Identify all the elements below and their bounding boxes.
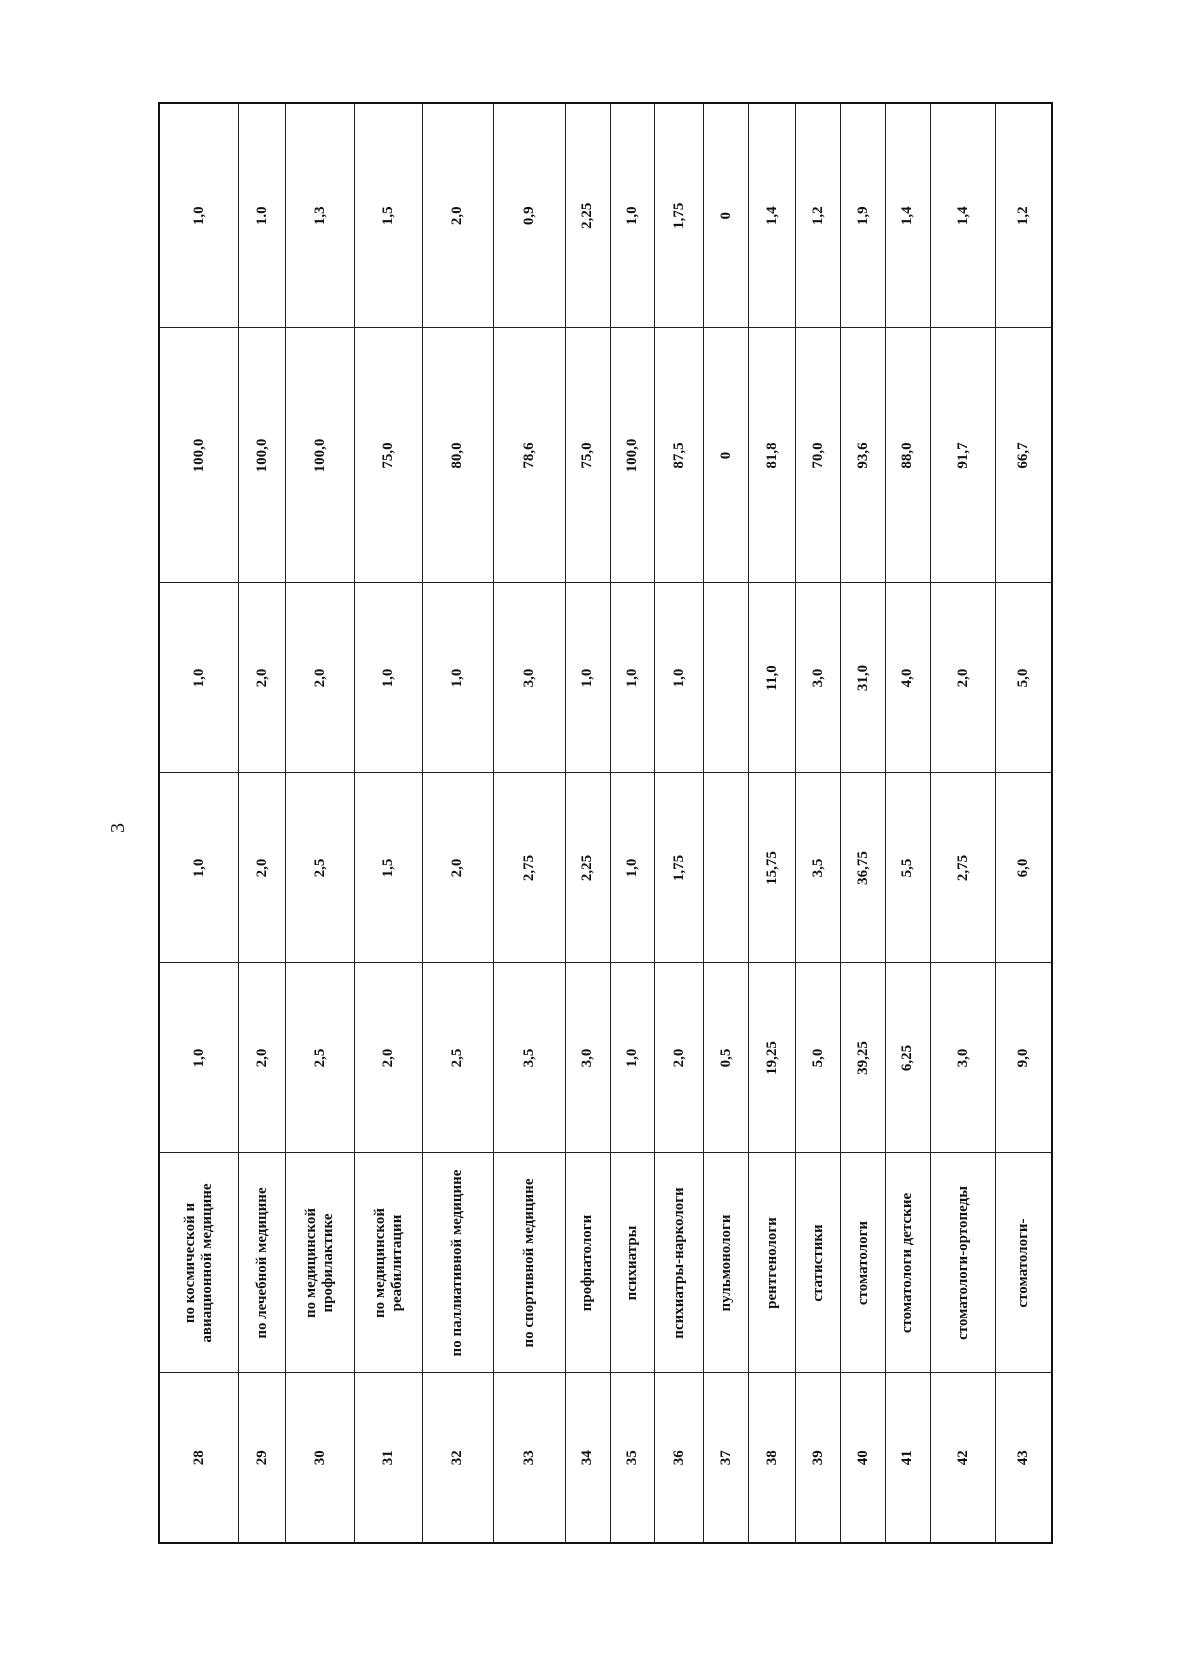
value-a: 1,0 bbox=[610, 963, 655, 1153]
value-a: 2,0 bbox=[355, 963, 422, 1153]
table-row bbox=[159, 103, 239, 1543]
value-d: 75,0 bbox=[565, 328, 610, 583]
value-c: 2,0 bbox=[286, 583, 355, 773]
value-d: 100,0 bbox=[159, 328, 239, 583]
specialty-name: по спортивной медицине bbox=[494, 1153, 565, 1373]
value-b: 3,5 bbox=[796, 773, 841, 963]
value-a: 9,0 bbox=[996, 963, 1052, 1153]
specialty-name: по лечебной медицине bbox=[239, 1153, 286, 1373]
specialty-name: стоматологи-ортопеды bbox=[930, 1153, 995, 1373]
staffing-table-container bbox=[158, 104, 1053, 1544]
value-a: 2,5 bbox=[286, 963, 355, 1153]
value-d: 78,6 bbox=[494, 328, 565, 583]
row-number: 29 bbox=[239, 1373, 286, 1543]
specialty-name: по медицинской профилактике bbox=[286, 1153, 355, 1373]
value-e: 0 bbox=[704, 103, 749, 328]
specialty-name: пульмонологи bbox=[704, 1153, 749, 1373]
value-b: 1,0 bbox=[610, 773, 655, 963]
specialty-name: рентгенологи bbox=[749, 1153, 796, 1373]
value-c: 3,0 bbox=[796, 583, 841, 773]
table-row bbox=[422, 103, 493, 1543]
specialty-name: по космической и авиационной медицине bbox=[159, 1153, 239, 1373]
value-e: 0,9 bbox=[494, 103, 565, 328]
value-a: 2,0 bbox=[239, 963, 286, 1153]
value-b bbox=[704, 773, 749, 963]
value-e: 1,4 bbox=[886, 103, 931, 328]
value-e: 1,75 bbox=[655, 103, 704, 328]
value-e: 2,0 bbox=[422, 103, 493, 328]
row-number: 38 bbox=[749, 1373, 796, 1543]
table-body bbox=[159, 103, 1052, 1543]
row-number: 32 bbox=[422, 1373, 493, 1543]
value-a: 3,0 bbox=[565, 963, 610, 1153]
value-c: 3,0 bbox=[494, 583, 565, 773]
specialty-name: стоматологи- bbox=[996, 1153, 1052, 1373]
specialty-name: психиатры-наркологи bbox=[655, 1153, 704, 1373]
row-number: 28 bbox=[159, 1373, 239, 1543]
row-number: 42 bbox=[930, 1373, 995, 1543]
value-d: 100,0 bbox=[286, 328, 355, 583]
value-e: 1,2 bbox=[996, 103, 1052, 328]
specialty-name: статистики bbox=[796, 1153, 841, 1373]
table-row bbox=[355, 103, 422, 1543]
value-c: 5,0 bbox=[996, 583, 1052, 773]
value-e: 1,5 bbox=[355, 103, 422, 328]
table-row bbox=[841, 103, 886, 1543]
value-a: 3,5 bbox=[494, 963, 565, 1153]
table-row bbox=[886, 103, 931, 1543]
value-b: 36,75 bbox=[841, 773, 886, 963]
value-c bbox=[704, 583, 749, 773]
row-number: 41 bbox=[886, 1373, 931, 1543]
value-b: 15,75 bbox=[749, 773, 796, 963]
row-number: 37 bbox=[704, 1373, 749, 1543]
value-e: 1.0 bbox=[239, 103, 286, 328]
value-b: 1,75 bbox=[655, 773, 704, 963]
value-e: 1,9 bbox=[841, 103, 886, 328]
row-number: 30 bbox=[286, 1373, 355, 1543]
specialty-name: стоматологи детские bbox=[886, 1153, 931, 1373]
value-e: 1,4 bbox=[930, 103, 995, 328]
value-d: 100,0 bbox=[239, 328, 286, 583]
value-c: 11,0 bbox=[749, 583, 796, 773]
value-b: 2,5 bbox=[286, 773, 355, 963]
value-b: 1,0 bbox=[159, 773, 239, 963]
value-d: 93,6 bbox=[841, 328, 886, 583]
value-c: 1,0 bbox=[565, 583, 610, 773]
value-b: 1,5 bbox=[355, 773, 422, 963]
value-d: 87,5 bbox=[655, 328, 704, 583]
table-row bbox=[565, 103, 610, 1543]
row-number: 34 bbox=[565, 1373, 610, 1543]
specialty-name: по паллиативной медицине bbox=[422, 1153, 493, 1373]
table-row bbox=[610, 103, 655, 1543]
value-e: 1,3 bbox=[286, 103, 355, 328]
value-b: 2,25 bbox=[565, 773, 610, 963]
row-number: 40 bbox=[841, 1373, 886, 1543]
value-e: 1,2 bbox=[796, 103, 841, 328]
table-row bbox=[286, 103, 355, 1543]
table-row bbox=[796, 103, 841, 1543]
value-c: 1,0 bbox=[422, 583, 493, 773]
value-e: 1,0 bbox=[610, 103, 655, 328]
value-d: 66,7 bbox=[996, 328, 1052, 583]
value-d: 88,0 bbox=[886, 328, 931, 583]
value-b: 2,0 bbox=[422, 773, 493, 963]
value-c: 1,0 bbox=[610, 583, 655, 773]
value-a: 39,25 bbox=[841, 963, 886, 1153]
value-c: 1,0 bbox=[655, 583, 704, 773]
table-row bbox=[930, 103, 995, 1543]
row-number: 39 bbox=[796, 1373, 841, 1543]
row-number: 43 bbox=[996, 1373, 1052, 1543]
value-d: 81,8 bbox=[749, 328, 796, 583]
specialty-name: профпатологи bbox=[565, 1153, 610, 1373]
value-b: 2,75 bbox=[494, 773, 565, 963]
value-d: 75,0 bbox=[355, 328, 422, 583]
table-row bbox=[996, 103, 1052, 1543]
specialty-name: психиатры bbox=[610, 1153, 655, 1373]
table-row bbox=[494, 103, 565, 1543]
specialty-name: стоматологи bbox=[841, 1153, 886, 1373]
value-e: 2,25 bbox=[565, 103, 610, 328]
value-a: 2,5 bbox=[422, 963, 493, 1153]
value-a: 1,0 bbox=[159, 963, 239, 1153]
value-c: 2,0 bbox=[930, 583, 995, 773]
value-c: 4,0 bbox=[886, 583, 931, 773]
value-a: 5,0 bbox=[796, 963, 841, 1153]
value-b: 2,75 bbox=[930, 773, 995, 963]
value-d: 100,0 bbox=[610, 328, 655, 583]
value-a: 2,0 bbox=[655, 963, 704, 1153]
value-a: 3,0 bbox=[930, 963, 995, 1153]
staffing-table bbox=[158, 102, 1053, 1544]
value-a: 19,25 bbox=[749, 963, 796, 1153]
value-b: 5,5 bbox=[886, 773, 931, 963]
value-d: 91,7 bbox=[930, 328, 995, 583]
value-e: 1,4 bbox=[749, 103, 796, 328]
value-b: 6,0 bbox=[996, 773, 1052, 963]
table-row bbox=[749, 103, 796, 1543]
table-row bbox=[239, 103, 286, 1543]
value-c: 1,0 bbox=[159, 583, 239, 773]
specialty-name: по медицинской реабилитации bbox=[355, 1153, 422, 1373]
value-c: 1,0 bbox=[355, 583, 422, 773]
value-a: 0,5 bbox=[704, 963, 749, 1153]
row-number: 33 bbox=[494, 1373, 565, 1543]
value-d: 70,0 bbox=[796, 328, 841, 583]
value-d: 80,0 bbox=[422, 328, 493, 583]
row-number: 35 bbox=[610, 1373, 655, 1543]
table-row bbox=[704, 103, 749, 1543]
value-b: 2,0 bbox=[239, 773, 286, 963]
value-c: 2,0 bbox=[239, 583, 286, 773]
value-d: 0 bbox=[704, 328, 749, 583]
value-e: 1,0 bbox=[159, 103, 239, 328]
page-number: 3 bbox=[107, 823, 129, 833]
row-number: 36 bbox=[655, 1373, 704, 1543]
table-row bbox=[655, 103, 704, 1543]
value-a: 6,25 bbox=[886, 963, 931, 1153]
value-c: 31,0 bbox=[841, 583, 886, 773]
row-number: 31 bbox=[355, 1373, 422, 1543]
